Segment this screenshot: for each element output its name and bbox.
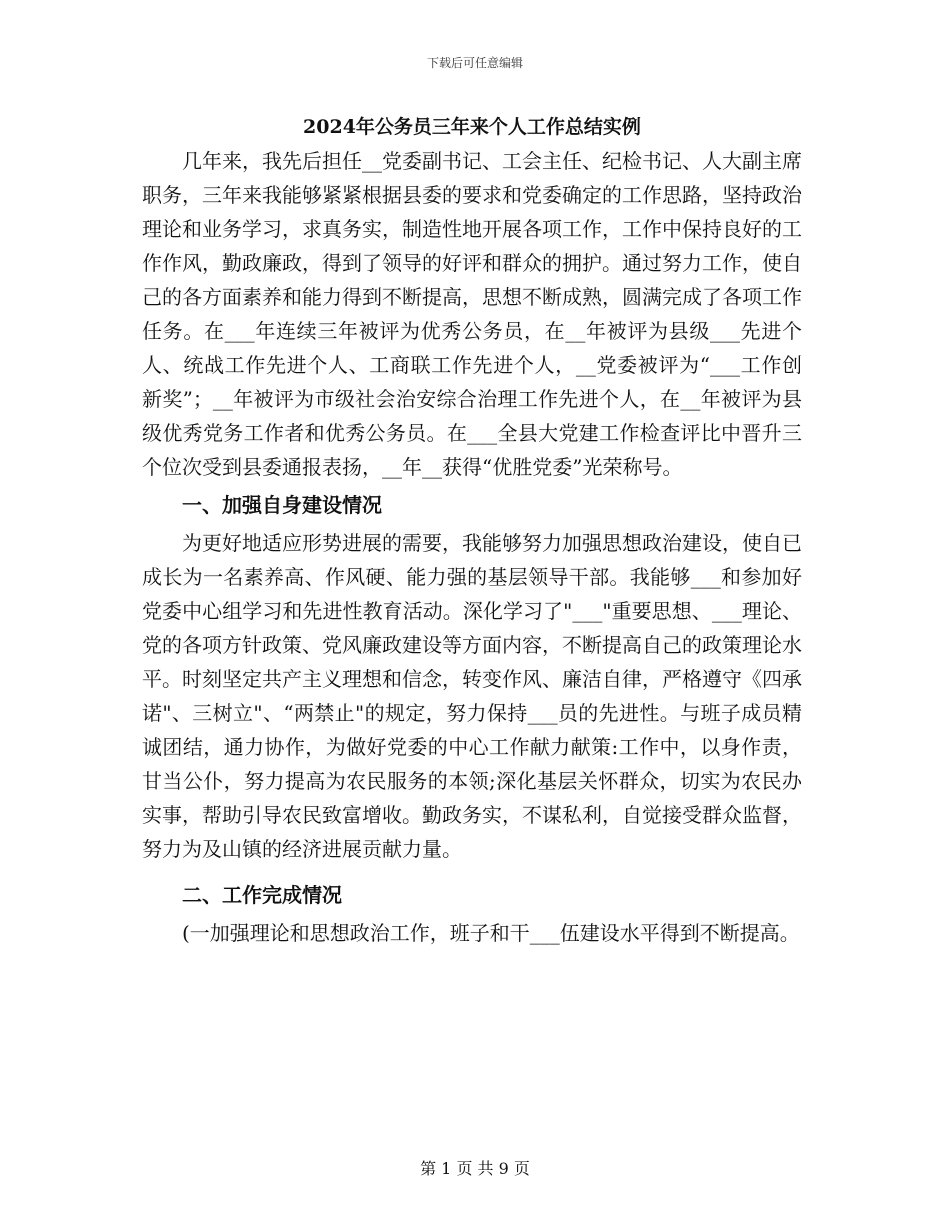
document-body <box>142 110 802 950</box>
section-2-paragraph: (一加强理论和思想政治工作，班子和干___伍建设水平得到不断提高。 <box>182 921 800 945</box>
intro-paragraph: 几年来，我先后担任__党委副书记、工会主任、纪检书记、人大副主席职务，三年来我能够紧紧根据县委的要求和党委确定的工作思路，坚持政治理论和业务学习，求真务实，制造性地开展各项工作，工作中保持良好的工作作风，勤政廉政，得到了领导的好评和群众的拥护。通过努力工作，使自己的各方面素养和能力得到不断提高，思想不断成熟，圆满完成了各项工作任务。在___年连续三年被评为优秀公务员，在__年被评为县级___先进个人、统战工作先进个人、工商联工作先进个人，__党委被评为“___工作创新奖”；__年被评为市级社会治安综合治理工作先进个人，在__年被评为县级优秀党务工作者和优秀公务员。在___全县大党建工作检查评比中晋升三个位次受到县委通报表扬，__年__获得“优胜党委”光荣称号。 <box>142 149 802 479</box>
header-note: 下载后可任意编辑 <box>426 56 523 70</box>
document-title: 2024年公务员三年来个人工作总结实例 <box>303 116 641 138</box>
section-2-heading: 二、工作完成情况 <box>182 883 342 907</box>
section-1-heading: 一、加强自身建设情况 <box>182 493 382 517</box>
section-1-paragraph: 为更好地适应形势进展的需要，我能够努力加强思想政治建设，使自已成长为一名素养高、作风硬、能力强的基层领导干部。我能够___和参加好党委中心组学习和先进性教育活动。深化学习了"___"重要思想、___理论、党的各项方针政策、党风廉政建设等方面内容，不断提高自己的政策理论水平。时刻坚定共产主义理想和信念，转变作风、廉洁自律，严格遵守《四承诺"、三树立"、“两禁止"的规定，努力保持___员的先进性。与班子成员精诚团结，通力协作，为做好党委的中心工作献力献策:工作中，以身作责，甘当公仆，努力提高为农民服务的本领;深化基层关怀群众，切实为农民办实事，帮助引导农民致富增收。勤政务实，不谋私利，自觉接受群众监督，努力为及山镇的经济进展贡献力量。 <box>142 531 802 861</box>
page-number-footer: 第 1 页 共 9 页 <box>420 1159 530 1178</box>
